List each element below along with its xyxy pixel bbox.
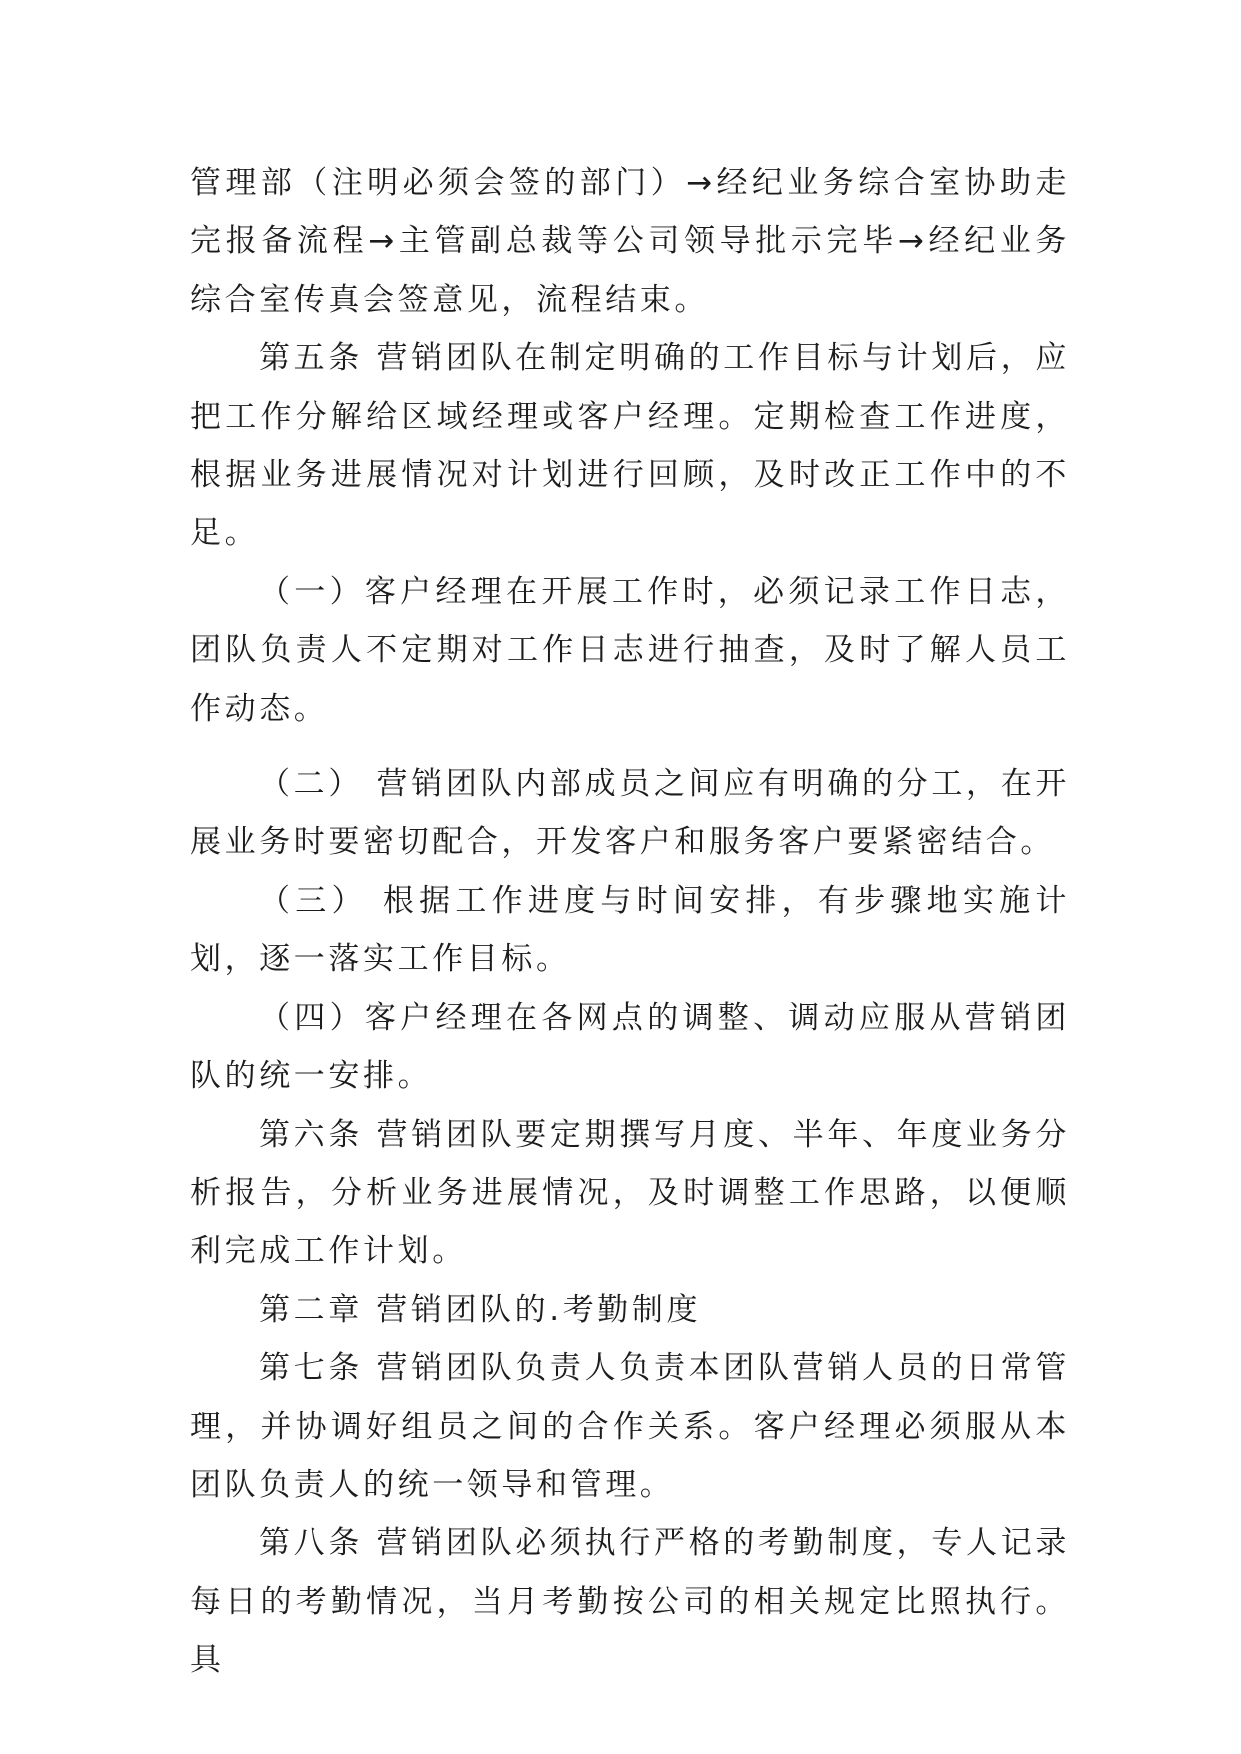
paragraph-item-3: （三） 根据工作进度与时间安排，有步骤地实施计划，逐一落实工作目标。 <box>190 882 1070 978</box>
document-body <box>190 154 1070 1690</box>
paragraph-article-5: 第五条 营销团队在制定明确的工作目标与计划后，应把工作分解给区域经理或客户经理。定期检查工作进度，根据业务进展情况对计划进行回顾，及时改正工作中的不足。 <box>190 340 1070 552</box>
paragraph-item-4: （四）客户经理在各网点的调整、调动应服从营销团队的统一安排。 <box>190 999 1070 1095</box>
paragraph-item-1: （一）客户经理在开展工作时，必须记录工作日志，团队负责人不定期对工作日志进行抽查，及时了解人员工作动态。 <box>190 573 1070 727</box>
paragraph-item-2: （二） 营销团队内部成员之间应有明确的分工，在开展业务时要密切配合，开发客户和服务客户要紧密结合。 <box>190 766 1070 861</box>
paragraph-article-8: 第八条 营销团队必须执行严格的考勤制度，专人记录每日的考勤情况，当月考勤按公司的相关规定比照执行。具 <box>190 1525 1070 1679</box>
paragraph-article-6: 第六条 营销团队要定期撰写月度、半年、年度业务分析报告，分析业务进展情况，及时调整工作思路，以便顺利完成工作计划。 <box>190 1116 1070 1270</box>
chapter-heading: 第二章 营销团队的.考勤制度 <box>259 1291 702 1328</box>
paragraph-continuation: 管理部（注明必须会签的部门）→经纪业务综合室协助走完报备流程→主管副总裁等公司领导批示完毕→经纪业务综合室传真会签意见，流程结束。 <box>190 165 1070 318</box>
paragraph-article-7: 第七条 营销团队负责人负责本团队营销人员的日常管理，并协调好组员之间的合作关系。客户经理必须服从本团队负责人的统一领导和管理。 <box>190 1350 1070 1503</box>
